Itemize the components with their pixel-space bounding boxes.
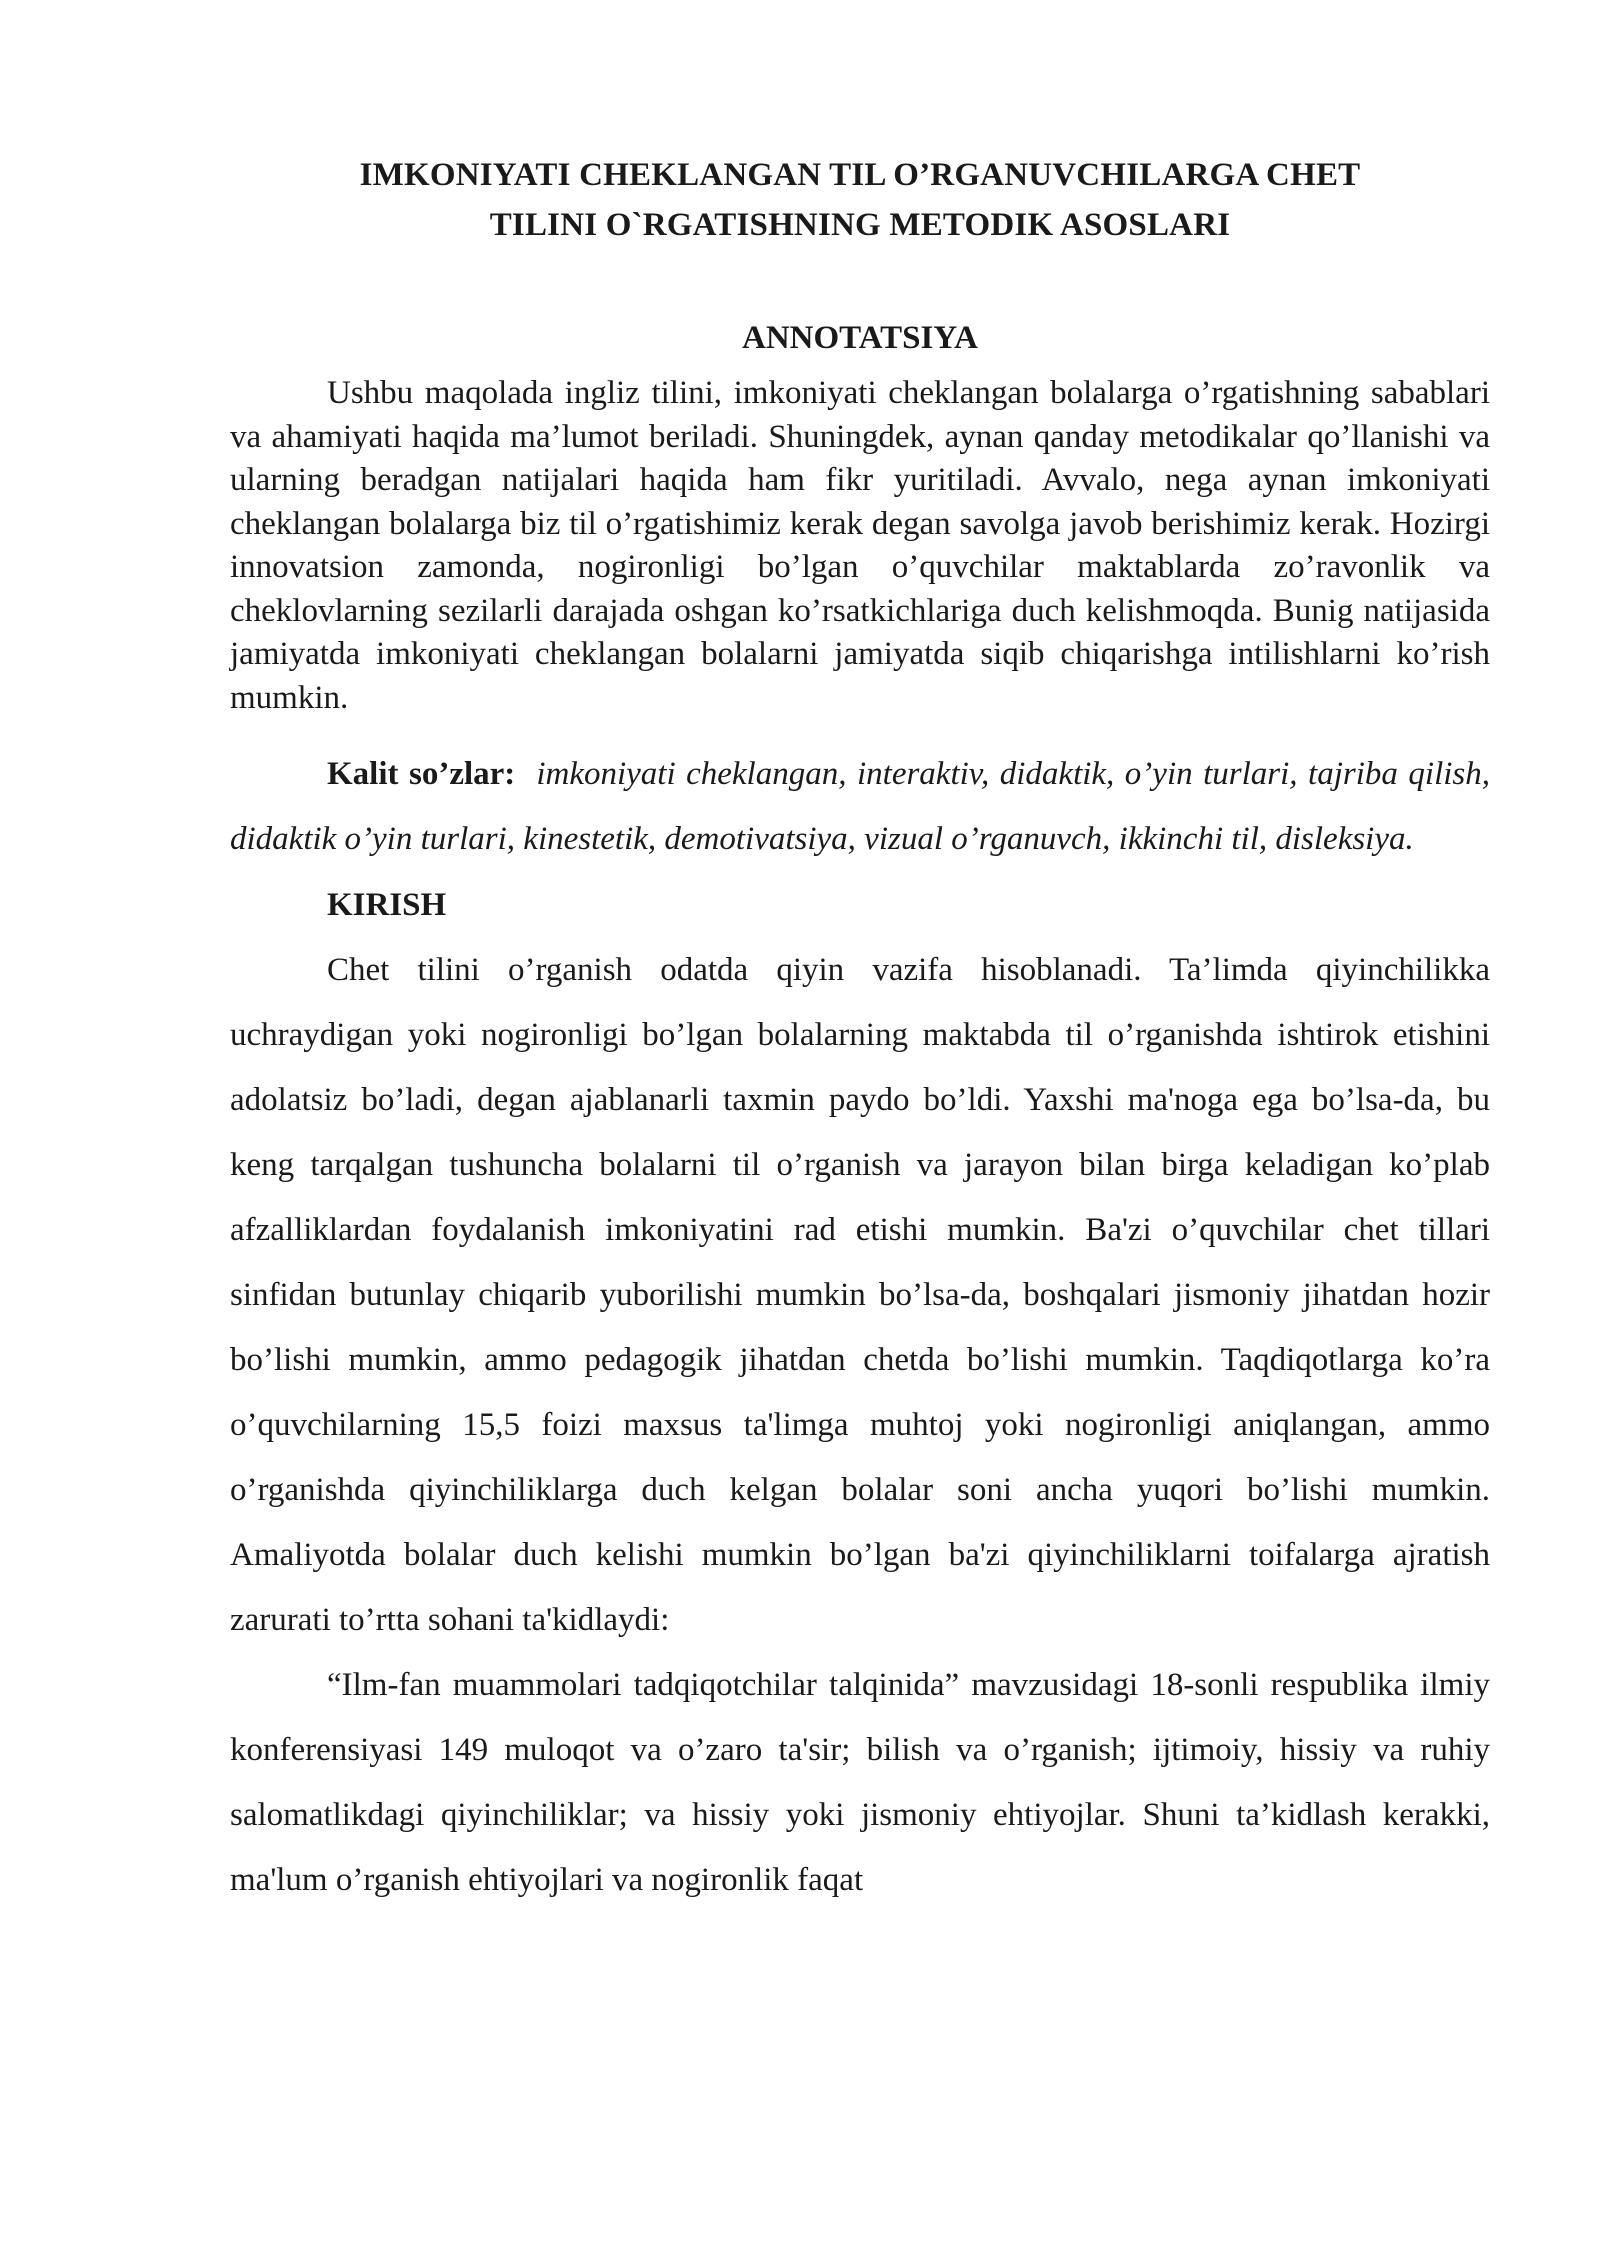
introduction-paragraph-1: Chet tilini o’rganish odatda qiyin vazifa hisoblanadi. Ta’limda qiyinchilikka uchraydigan yoki nogironligi bo’lgan bolalarning maktabda til o’rganishda ishtirok etishini adolatsiz bo’ladi, degan ajablanarli taxmin paydo bo’ldi. Yaxshi ma'noga ega bo’lsa-da, bu keng tarqalgan tushuncha bolalarni til o’rganish va jarayon bilan birga keladigan ko’plab afzalliklardan foydalanish imkoniyatini rad etishi mumkin. Ba'zi o’quvchilar chet tillari sinfidan butunlay chiqarib yuborilishi mumkin bo’lsa-da, boshqalari jismoniy jihatdan hozir bo’lishi mumkin, ammo pedagogik jihatdan chetda bo’lishi mumkin. Taqdiqotlarga ko’ra o’quvchilarning 15,5 foizi maxsus ta'limga muhtoj yoki nogironligi aniqlangan, ammo o’rganishda qiyinchiliklarga duch kelgan bolalar soni ancha yuqori bo’lishi mumkin. Amaliyotda bolalar duch kelishi mumkin bo’lgan ba'zi qiyinchiliklarni toifalarga ajratish zarurati to’rtta sohani ta'kidlaydi:: [230, 952, 1490, 1638]
paper-title-line-2: TILINI O`RGATISHNING METODIK ASOSLARI: [489, 207, 1231, 243]
paper-title-line-1: IMKONIYATI CHEKLANGAN TIL O’RGANUVCHILARGA CHET: [359, 157, 1361, 193]
keywords-label: Kalit so’zlar:: [327, 756, 516, 792]
annotation-heading: ANNOTATSIYA: [742, 320, 978, 356]
introduction-paragraph-2: “Ilm-fan muammolari tadqiqotchilar talqinida” mavzusidagi 18-sonli respublika ilmiy konferensiyasi 149 muloqot va o’zaro ta'sir; bilish va o’rganish; ijtimoiy, hissiy va ruhiy salomatlikdagi qiyinchiliklar; va hissiy yoki jismoniy ehtiyojlar. Shuni ta’kidlash kerakki, ma'lum o’rganish ehtiyojlari va nogironlik faqat: [230, 1667, 1490, 1898]
annotation-text: Ushbu maqolada ingliz tilini, imkoniyati cheklangan bolalarga o’rgatishning sabablari va ahamiyati haqida ma’lumot beriladi. Shuningdek, aynan qanday metodikalar qo’llanishi va ularning beradgan natijalari haqida ham fikr yuritiladi. Avvalo, nega aynan imkoniyati cheklangan bolalarga biz til o’rgatishimiz kerak degan savolga javob berishimiz kerak. Hozirgi innovatsion zamonda, nogironligi bo’lgan o’quvchilar maktablarda zo’ravonlik va cheklovlarning sezilarli darajada oshgan ko’rsatkichlariga duch kelishmoqda. Bunig natijasida jamiyatda imkoniyati cheklangan bolalarni jamiyatda siqib chiqarishga intilishlarni ko’rish mumkin.: [230, 375, 1490, 716]
introduction-heading: KIRISH: [327, 887, 447, 923]
keywords-list: imkoniyati cheklangan, interaktiv, didaktik, o’yin turlari, tajriba qilish, didaktik o’yin turlari, kinestetik, demotivatsiya, vizual o’rganuvch, ikkinchi til, disleksiya.: [230, 756, 1491, 857]
keywords-paragraph: [230, 742, 1490, 872]
document-page: [230, 150, 1490, 1913]
paper-title: [230, 150, 1490, 250]
